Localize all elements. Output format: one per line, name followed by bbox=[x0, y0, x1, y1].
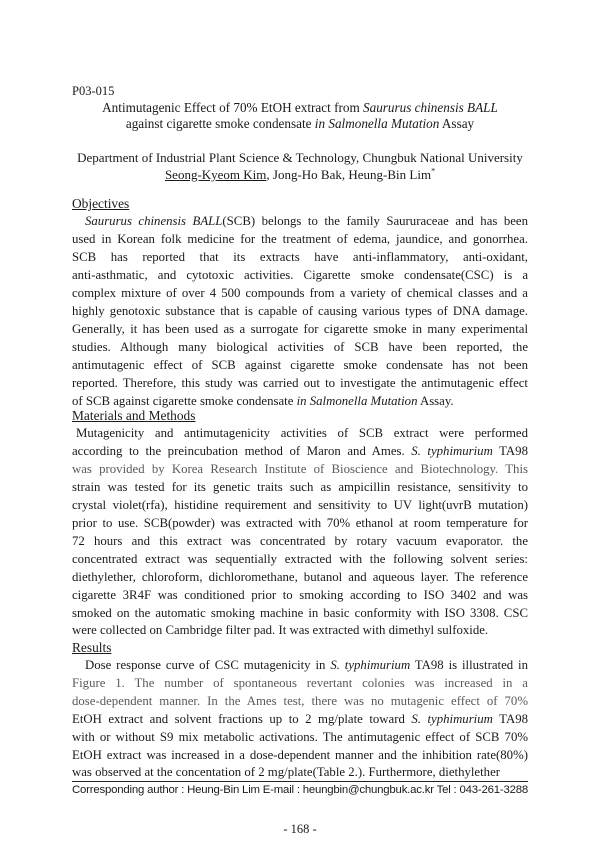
results-line: EtOH extract was increased in a dose-dependent manner and the inhibition rate(80%) bbox=[72, 748, 528, 762]
objectives-line: highly genotoxic substance that is capable of causing various types of DNA damage. bbox=[72, 304, 528, 318]
abstract-code: P03-015 bbox=[72, 84, 115, 98]
methods-line: according to the preincubation method of Maron and Ames. S. typhimurium TA98 bbox=[72, 444, 528, 458]
methods-line: was provided by Korea Research Institute of Bioscience and Biotechnology. This bbox=[72, 462, 528, 476]
objectives-line: of SCB against cigarette smoke condensate in Salmonella Mutation Assay. bbox=[72, 394, 454, 408]
objectives-line: anti-asthmatic, and cytotoxic activities. Cigarette smoke condensate(CSC) is a bbox=[72, 268, 528, 282]
methods-line: Mutagenicity and antimutagenicity activities of SCB extract were performed bbox=[76, 426, 528, 440]
results-line: EtOH extract and solvent fractions up to 2 mg/plate toward S. typhimurium TA98 bbox=[72, 712, 528, 726]
title-line-1: Antimutagenic Effect of 70% EtOH extract from Saururus chinensis BALL bbox=[102, 100, 498, 115]
methods-line: strain was tested for its genetic traits such as ampicillin resistance, sensitivity to bbox=[72, 480, 528, 494]
objectives-line: SCB has reported that its extracts have anti-inflammatory, anti-oxidant, bbox=[72, 250, 528, 264]
methods-line: crystal violet(rfa), histidine requirement and sensitivity to UV light(uvrB mutation) bbox=[72, 498, 528, 512]
results-line: Figure 1. The number of spontaneous revertant colonies was increased in a bbox=[72, 676, 528, 690]
page-number: - 168 - bbox=[283, 822, 317, 836]
results-line: Dose response curve of CSC mutagenicity in S. typhimurium TA98 is illustrated in bbox=[85, 658, 529, 672]
methods-line: prior to use. SCB(powder) was extracted with 70% ethanol at room temperature for bbox=[72, 516, 528, 530]
corresponding-author: Corresponding author : Heung-Bin Lim E-mail : heungbin@chungbuk.ac.kr Tel : 043-261-3288 bbox=[72, 784, 528, 796]
methods-line: smoked on the automatic smoking machine in basic conformity with ISO 3308. CSC bbox=[72, 606, 528, 620]
methods-heading: Materials and Methods bbox=[72, 408, 196, 423]
results-line: dose-dependent manner. In the Ames test, there was no mutagenic effect of 70% bbox=[72, 694, 528, 708]
objectives-line: antimutagenic effect of SCB against cigarette smoke condensate has not been bbox=[72, 358, 528, 372]
objectives-line: studies. Although many biological activities of SCB have been reported, the bbox=[72, 340, 528, 354]
objectives-line: complex mixture of over 4 500 compounds from a variety of chemical classes and a bbox=[72, 286, 528, 300]
authors: Seong-Kyeom Kim, Jong-Ho Bak, Heung-Bin Lim* bbox=[164, 166, 436, 182]
results-line: was observed at the concentation of 2 mg/plate(Table 2.). Furthermore, diethylether bbox=[72, 765, 501, 779]
title-line-2: against cigarette smoke condensate in Salmonella Mutation Assay bbox=[125, 116, 475, 131]
affiliation: Department of Industrial Plant Science & Technology, Chungbuk National University bbox=[77, 150, 523, 165]
footer-rule bbox=[72, 781, 528, 782]
methods-line: cigarette 3R4F was conditioned prior to smoking according to ISO 3402 and was bbox=[72, 588, 528, 602]
objectives-line: Saururus chinensis BALL(SCB) belongs to the family Saururaceae and has been bbox=[85, 214, 528, 228]
objectives-line: Generally, it has been used as a surrogate for cigarette smoke in many experimental bbox=[72, 322, 528, 336]
objectives-heading: Objectives bbox=[72, 196, 130, 211]
results-heading: Results bbox=[72, 640, 112, 655]
methods-line: 72 hours and this extract was concentrated by rotary vacuum evaporator. the bbox=[72, 534, 528, 548]
objectives-line: used in Korean folk medicine for the treatment of edema, jaundice, and gonorrhea. bbox=[72, 232, 528, 246]
methods-line: concentrated extract was sequentially extracted with the following solvent series: bbox=[72, 552, 528, 566]
objectives-line: reported. Therefore, this study was carried out to investigate the antimutagenic effect bbox=[72, 376, 528, 390]
results-line: with or without S9 mix metabolic activations. The antimutagenic effect of SCB 70% bbox=[72, 730, 528, 744]
methods-line: were collected on Cambridge filter pad. It was extracted with dimethyl sulfoxide. bbox=[72, 623, 489, 637]
methods-line: diethylether, chloroform, dichloromethane, butanol and aqueous layer. The reference bbox=[72, 570, 528, 584]
